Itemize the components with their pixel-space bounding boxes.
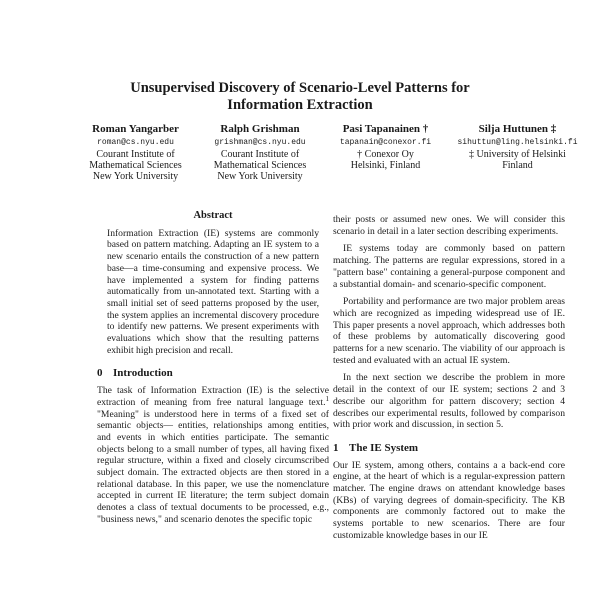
paper-title <box>60 80 540 114</box>
author-affiliation: Mathematical Sciences <box>89 160 182 171</box>
author-affiliation: New York University <box>92 171 179 182</box>
author-2 <box>200 124 320 182</box>
author-name: Pasi Tapanainen † <box>342 123 429 135</box>
intro-text-rest: "Meaning" is understood here in terms of a fixed set of semantic objects— entities, relationships among entities, and events in which entities participate. The semantic objects belong to a small number of types, all having fixed regular structure, within a fixed and closely circumscribed subject domain. The extracted objects are then stored in a relational database. In this paper, we use the nomenclature accepted in current IE literature; the term subject domain denotes a class of textual documents to be processed, e.g., "business news," and scenario denotes the specific topic <box>97 408 329 525</box>
section-title: The IE System <box>349 441 419 454</box>
section-heading-ie-system <box>333 443 565 455</box>
footnote-marker: 1 <box>325 394 329 403</box>
author-affiliation: Mathematical Sciences <box>213 160 307 171</box>
title-line-2: Information Extraction <box>227 97 373 113</box>
author-email: sihuttun@ling.helsinki.fi <box>457 138 578 147</box>
abstract-heading: Abstract <box>193 210 233 221</box>
author-name: Ralph Grishman <box>220 123 300 135</box>
intro-paragraph <box>97 385 329 525</box>
right-column <box>333 214 565 548</box>
author-affiliation: † Conexor Oy <box>357 149 414 160</box>
title-line-1: Unsupervised Discovery of Scenario-Level Patterns for <box>130 80 470 96</box>
author-name: Roman Yangarber <box>92 123 179 135</box>
paragraph-continued: their posts or assumed new ones. We will consider this scenario in detail in a later section describing experiments. <box>333 214 565 237</box>
author-1 <box>78 124 193 182</box>
section-number: 1 <box>333 441 339 454</box>
abstract-text: Information Extraction (IE) systems are commonly based on pattern matching. Adapting an IE system to a new scenario entails the construction of a new pattern base—a time-consuming and expensive process. We have implemented a system for finding patterns automatically from un-annotated text. Starting with a small initial set of seed patterns proposed by the user, the system applies an incremental discovery procedure to identify new patterns. We present experiments with evaluations which show that the resulting patterns exhibit high precision and recall. <box>107 227 319 356</box>
intro-text-start: The task of Information Extraction (IE) is the selective extraction of meaning from free natural language text. <box>97 385 329 408</box>
section-heading-introduction <box>97 368 329 380</box>
section-title: Introduction <box>113 367 173 380</box>
paragraph: IE systems today are commonly based on pattern matching. The patterns are regular expressions, stored in a "pattern base" containing a general-purpose component and a substantial domain- and scenario-specific component. <box>333 243 565 290</box>
author-email: tapanain@conexor.fi <box>339 138 432 147</box>
section-number: 0 <box>97 367 103 380</box>
paragraph: Our IE system, among others, contains a a back-end core engine, at the heart of which is a regular-expression pattern matcher. The engine draws on attendant knowledge bases (KBs) of varying degrees of domain-specificity. The KB components are commonly factored out to make the systems portable to new scenarios. There are four customizable knowledge bases in our IE <box>333 459 565 541</box>
left-column <box>97 210 329 532</box>
author-email: grishman@cs.nyu.edu <box>214 138 306 147</box>
author-affiliation: Courant Institute of <box>96 149 175 160</box>
paragraph: Portability and performance are two major problem areas which are recognized as impeding widespread use of IE. This paper presents a novel approach, which addresses both of these problems by automatically discovering good patterns for a new scenario. The viability of our approach is tested and evaluated with an actual IE system. <box>333 296 565 366</box>
author-affiliation: Finland <box>502 160 533 171</box>
author-name: Silja Huttunen ‡ <box>478 123 557 135</box>
paragraph: In the next section we describe the problem in more detail in the context of our IE system; sections 2 and 3 describe our algorithm for pattern discovery; section 4 describes our experimental results, followed by comparison with prior work and discussion, in section 5. <box>333 372 565 431</box>
author-affiliation: New York University <box>217 171 303 182</box>
author-affiliation: Courant Institute of <box>220 149 300 160</box>
author-3 <box>328 124 443 171</box>
author-block <box>78 124 588 184</box>
author-email: roman@cs.nyu.edu <box>97 138 174 147</box>
author-4 <box>450 124 585 171</box>
author-affiliation: Helsinki, Finland <box>350 160 421 171</box>
author-affiliation: ‡ University of Helsinki <box>469 149 566 160</box>
